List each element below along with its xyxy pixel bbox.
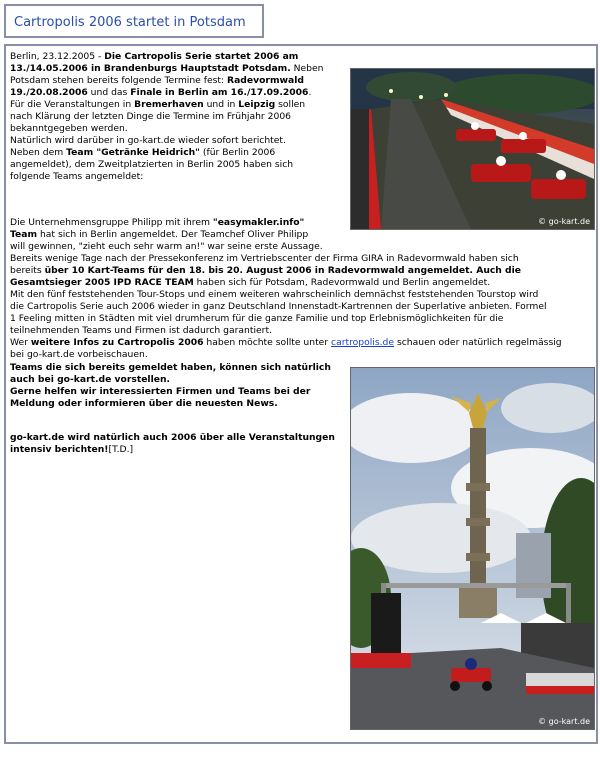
article-line: auch bei go-kart.de vorstellen.: [10, 374, 170, 385]
article-line: 19./20.08.2006 und das Finale in Berlin am 16./17.09.2006.: [10, 87, 312, 98]
article-line: bei go-kart.de vorbeischauen.: [10, 349, 148, 360]
article-line: 1 Feeling mitten in Städten mit viel drumherum für die ganze Familie und top Erlebnismöglichkeiten für die: [10, 313, 504, 324]
kart-race-image: [351, 69, 594, 229]
article-line: Die Unternehmensgruppe Philipp mit ihrem "easymakler.info": [10, 217, 305, 228]
photo-copyright: © go-kart.de: [538, 717, 590, 726]
article-line: folgende Teams angemeldet:: [10, 171, 144, 182]
article-line: die Cartropolis Serie auch 2006 wieder in ganz Deutschland Innenstadt-Kartrennen der Superlative anbieten. Formel: [10, 301, 547, 312]
article-line: intensiv berichten![T.D.]: [10, 444, 134, 455]
photo-copyright: © go-kart.de: [538, 217, 590, 226]
article-line: angemeldet), dem Zweitplatzierten in Berlin 2005 haben sich: [10, 159, 294, 170]
article-line: nach Klärung der letzten Dinge die Termine im Frühjahr 2006: [10, 111, 292, 122]
article-line: bekanntgegeben werden.: [10, 123, 128, 134]
victory-column-image: [351, 368, 594, 729]
article-line: Gerne helfen wir interessierten Firmen und Teams bei der: [10, 386, 311, 397]
article-line: Gesamtsieger 2005 IPD RACE TEAM haben sich für Potsdam, Radevormwald und Berlin angemeldet.: [10, 277, 491, 288]
article-line: Potsdam stehen bereits folgende Termine fest: Radevormwald: [10, 75, 304, 86]
article-line: 13./14.05.2006 in Brandenburgs Hauptstadt Potsdam. Neben: [10, 63, 324, 74]
article-line: will gewinnen, "zieht euch sehr warm an!" war seine erste Aussage.: [10, 241, 323, 252]
article-line: Team hat sich in Berlin angemeldet. Der Teamchef Oliver Philipp: [10, 229, 309, 240]
article-line: Berlin, 23.12.2005 - Die Cartropolis Serie startet 2006 am: [10, 51, 299, 62]
article-line: go-kart.de wird natürlich auch 2006 über alle Veranstaltungen: [10, 432, 335, 443]
page-title: Cartropolis 2006 startet in Potsdam: [14, 15, 246, 30]
article-line: Mit den fünf feststehenden Tour-Stops und einem weiteren wahrscheinlich demnächst feststehenden Tourstop wird: [10, 289, 539, 300]
article-line: Natürlich wird darüber in go-kart.de wieder sofort berichtet.: [10, 135, 286, 146]
victory-column-photo: [350, 367, 595, 730]
article-line: Für die Veranstaltungen in Bremerhaven und in Leipzig sollen: [10, 99, 306, 110]
article-line: teilnehmenden Teams und Firmen ist dadurch garantiert.: [10, 325, 272, 336]
title-box: [4, 4, 264, 38]
article-line: bereits über 10 Kart-Teams für den 18. bis 20. August 2006 in Radevormwald angemeldet. Auch die: [10, 265, 521, 276]
cartropolis-link[interactable]: cartropolis.de: [331, 337, 395, 348]
article-line: Teams die sich bereits gemeldet haben, können sich natürlich: [10, 362, 331, 373]
kart-race-photo: [350, 68, 595, 230]
article-line: Wer weitere Infos zu Cartropolis 2006 haben möchte sollte unter cartropolis.de schauen oder natürlich regelmässig: [10, 337, 562, 348]
article-line: Neben dem Team "Getränke Heidrich" (für Berlin 2006: [10, 147, 276, 158]
article-line: Meldung oder informieren über die neuesten News.: [10, 398, 278, 409]
article-line: Bereits wenige Tage nach der Pressekonferenz im Vertriebscenter der Firma GIRA in Radevormwald haben sich: [10, 253, 519, 264]
